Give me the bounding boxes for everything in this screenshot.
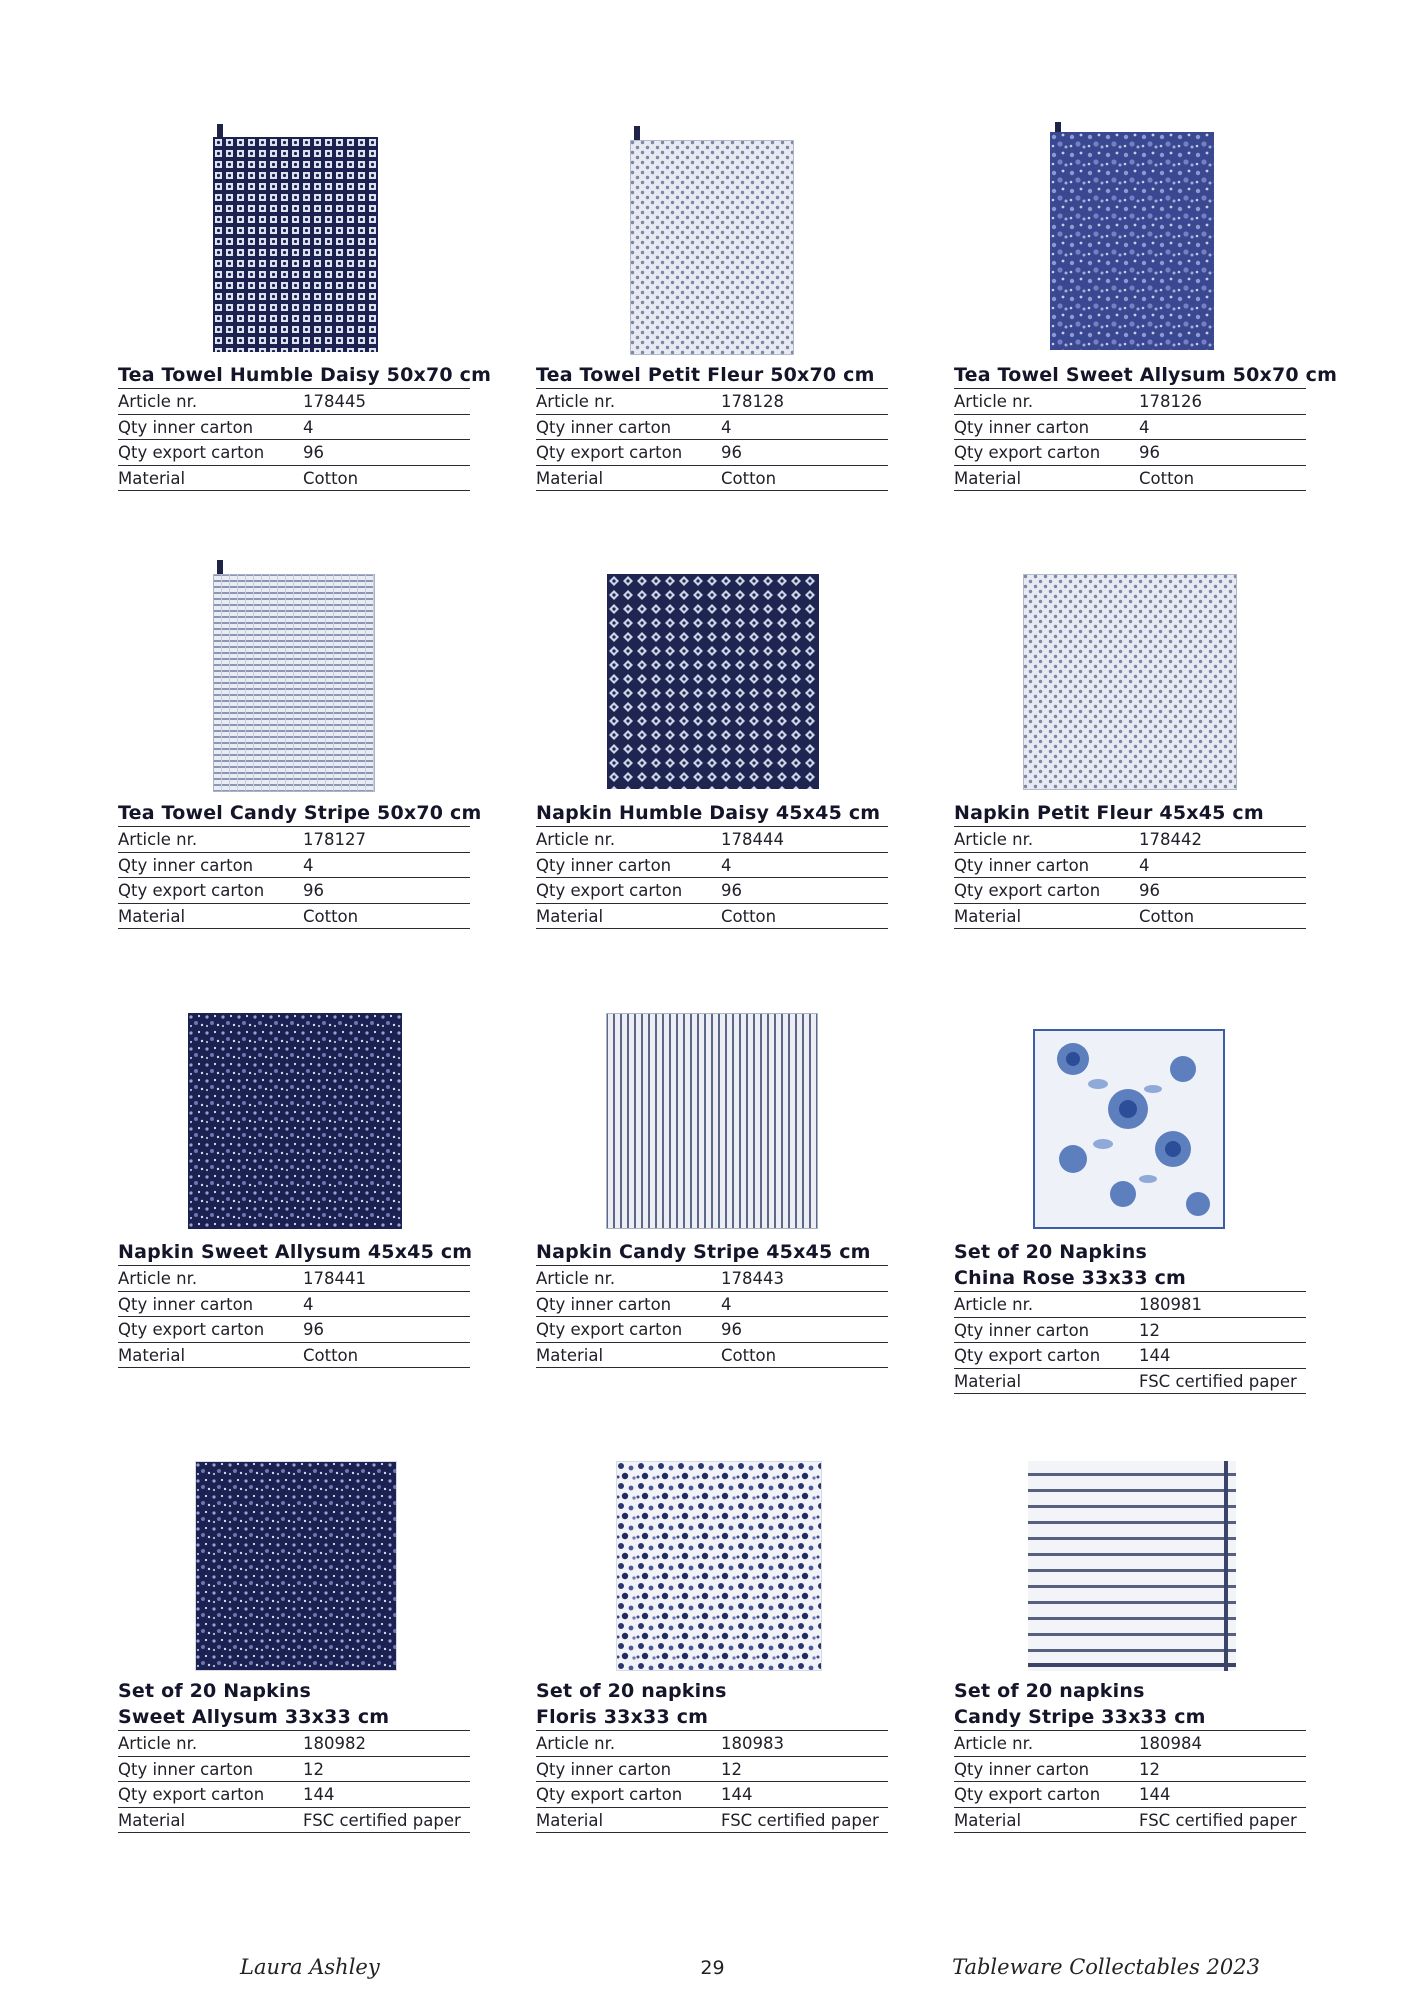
material-value: Cotton <box>1139 468 1195 488</box>
page-number: 29 <box>700 1957 725 1979</box>
article-number: 178127 <box>303 830 366 849</box>
spec-row-material: Material Cotton <box>536 904 888 930</box>
spec-row-export: Qty export carton 144 <box>954 1782 1306 1808</box>
qty-inner-value: 4 <box>1139 855 1150 875</box>
product-image <box>954 999 1306 1244</box>
material-value: Cotton <box>303 906 359 926</box>
china-rose-napkins-swatch <box>1033 1029 1225 1229</box>
sweet-allysum-paper-napkins-swatch <box>195 1461 397 1671</box>
product-image <box>118 999 470 1244</box>
qty-inner-value: 4 <box>721 1294 732 1314</box>
qty-inner-value: 12 <box>1139 1759 1160 1779</box>
spec-row-article: Article nr. 178444 <box>536 827 888 853</box>
qty-inner-value: 4 <box>721 417 732 437</box>
spec-row-material: Material FSC certified paper <box>954 1808 1306 1834</box>
spec-row-inner: Qty inner carton 4 <box>118 853 470 879</box>
spec-row-article: Article nr. 178126 <box>954 389 1306 415</box>
material-value: Cotton <box>303 1345 359 1365</box>
spec-row-inner: Qty inner carton 12 <box>536 1757 888 1783</box>
spec-table <box>954 826 1306 929</box>
product-title: Set of 20 napkins Floris 33x33 cm <box>536 1680 727 1728</box>
spec-table <box>536 826 888 929</box>
candy-stripe-paper-napkins-swatch <box>1028 1461 1236 1671</box>
spec-row-material: Material FSC certified paper <box>536 1808 888 1834</box>
qty-export-value: 96 <box>721 881 742 900</box>
article-number: 180982 <box>303 1734 366 1753</box>
product-title: Napkin Candy Stripe 45x45 cm <box>536 1241 871 1263</box>
spec-row-article: Article nr. 178442 <box>954 827 1306 853</box>
tea-towel-candy-stripe-swatch <box>213 574 375 792</box>
spec-row-inner: Qty inner carton 4 <box>536 415 888 441</box>
qty-inner-value: 12 <box>303 1759 324 1779</box>
spec-row-export: Qty export carton 96 <box>536 1317 888 1343</box>
napkin-candy-stripe-swatch <box>606 1013 818 1229</box>
product-image <box>536 999 888 1244</box>
floris-paper-napkins-swatch <box>616 1461 822 1671</box>
spec-row-article: Article nr. 180984 <box>954 1731 1306 1757</box>
qty-inner-value: 4 <box>721 855 732 875</box>
qty-inner-value: 12 <box>1139 1320 1160 1340</box>
napkin-petit-fleur-swatch <box>1023 574 1237 790</box>
material-value: FSC certified paper <box>1139 1371 1297 1391</box>
qty-export-value: 96 <box>303 443 324 462</box>
spec-row-material: Material Cotton <box>118 904 470 930</box>
material-value: Cotton <box>721 1345 777 1365</box>
product-image <box>536 122 888 367</box>
qty-inner-value: 4 <box>303 855 314 875</box>
spec-row-article: Article nr. 180982 <box>118 1731 470 1757</box>
product-image <box>536 560 888 805</box>
product-title: Napkin Petit Fleur 45x45 cm <box>954 802 1264 824</box>
spec-row-inner: Qty inner carton 12 <box>954 1757 1306 1783</box>
spec-row-article: Article nr. 180983 <box>536 1731 888 1757</box>
napkin-sweet-allysum-swatch <box>188 1013 402 1229</box>
spec-row-material: Material Cotton <box>118 466 470 492</box>
qty-inner-value: 4 <box>303 1294 314 1314</box>
qty-export-value: 96 <box>303 881 324 900</box>
spec-row-inner: Qty inner carton 4 <box>118 415 470 441</box>
qty-export-value: 96 <box>303 1320 324 1339</box>
product-title: Set of 20 napkins Candy Stripe 33x33 cm <box>954 1680 1206 1728</box>
product-title: Tea Towel Candy Stripe 50x70 cm <box>118 802 482 824</box>
spec-row-article: Article nr. 178127 <box>118 827 470 853</box>
spec-row-article: Article nr. 178445 <box>118 389 470 415</box>
footer-collection: Tableware Collectables 2023 <box>952 1955 1260 1979</box>
article-number: 180981 <box>1139 1295 1202 1314</box>
material-value: Cotton <box>721 906 777 926</box>
spec-row-inner: Qty inner carton 12 <box>118 1757 470 1783</box>
spec-row-material: Material FSC certified paper <box>954 1369 1306 1395</box>
spec-row-material: Material Cotton <box>954 904 1306 930</box>
spec-row-export: Qty export carton 96 <box>536 440 888 466</box>
qty-export-value: 144 <box>303 1785 335 1804</box>
qty-export-value: 144 <box>1139 1346 1171 1365</box>
article-number: 178444 <box>721 830 784 849</box>
qty-inner-value: 4 <box>303 417 314 437</box>
spec-row-export: Qty export carton 96 <box>954 878 1306 904</box>
spec-row-export: Qty export carton 144 <box>118 1782 470 1808</box>
article-number: 178128 <box>721 392 784 411</box>
spec-table <box>118 826 470 929</box>
article-number: 178126 <box>1139 392 1202 411</box>
product-image <box>954 560 1306 805</box>
material-value: FSC certified paper <box>303 1810 461 1830</box>
spec-row-inner: Qty inner carton 4 <box>536 1292 888 1318</box>
spec-row-inner: Qty inner carton 4 <box>118 1292 470 1318</box>
product-title: Set of 20 Napkins Sweet Allysum 33x33 cm <box>118 1680 390 1728</box>
qty-export-value: 144 <box>1139 1785 1171 1804</box>
material-value: Cotton <box>721 468 777 488</box>
article-number: 178445 <box>303 392 366 411</box>
product-title: Napkin Humble Daisy 45x45 cm <box>536 802 881 824</box>
article-number: 178443 <box>721 1269 784 1288</box>
product-image <box>954 1438 1306 1683</box>
spec-row-inner: Qty inner carton 12 <box>954 1318 1306 1344</box>
product-title: Set of 20 Napkins China Rose 33x33 cm <box>954 1241 1187 1289</box>
spec-row-export: Qty export carton 96 <box>118 878 470 904</box>
qty-export-value: 96 <box>721 1320 742 1339</box>
spec-row-material: Material Cotton <box>118 1343 470 1369</box>
material-value: Cotton <box>1139 906 1195 926</box>
product-title: Tea Towel Sweet Allysum 50x70 cm <box>954 364 1338 386</box>
qty-export-value: 144 <box>721 1785 753 1804</box>
spec-table <box>954 388 1306 491</box>
product-image <box>118 560 470 805</box>
spec-table <box>536 1265 888 1368</box>
qty-export-value: 96 <box>1139 443 1160 462</box>
qty-export-value: 96 <box>721 443 742 462</box>
product-title: Tea Towel Petit Fleur 50x70 cm <box>536 364 875 386</box>
spec-row-article: Article nr. 178441 <box>118 1266 470 1292</box>
spec-row-export: Qty export carton 96 <box>954 440 1306 466</box>
spec-table <box>118 1730 470 1833</box>
product-title: Tea Towel Humble Daisy 50x70 cm <box>118 364 492 386</box>
spec-row-material: Material Cotton <box>954 466 1306 492</box>
spec-row-inner: Qty inner carton 4 <box>954 853 1306 879</box>
article-number: 178442 <box>1139 830 1202 849</box>
spec-table <box>954 1291 1306 1394</box>
article-number: 180983 <box>721 1734 784 1753</box>
spec-table <box>118 388 470 491</box>
material-value: Cotton <box>303 468 359 488</box>
spec-row-export: Qty export carton 96 <box>536 878 888 904</box>
product-image <box>954 122 1306 367</box>
spec-row-export: Qty export carton 96 <box>118 440 470 466</box>
spec-row-article: Article nr. 178128 <box>536 389 888 415</box>
tea-towel-humble-daisy-swatch <box>213 137 378 352</box>
tea-towel-sweet-allysum-swatch <box>1050 132 1214 350</box>
spec-row-export: Qty export carton 96 <box>118 1317 470 1343</box>
qty-inner-value: 4 <box>1139 417 1150 437</box>
spec-row-article: Article nr. 180981 <box>954 1292 1306 1318</box>
spec-row-material: Material FSC certified paper <box>118 1808 470 1834</box>
product-title: Napkin Sweet Allysum 45x45 cm <box>118 1241 473 1263</box>
footer-brand: Laura Ashley <box>240 1955 380 1979</box>
qty-export-value: 96 <box>1139 881 1160 900</box>
spec-row-export: Qty export carton 144 <box>536 1782 888 1808</box>
spec-row-export: Qty export carton 144 <box>954 1343 1306 1369</box>
spec-table <box>536 1730 888 1833</box>
spec-table <box>954 1730 1306 1833</box>
product-image <box>118 122 470 367</box>
spec-table <box>536 388 888 491</box>
qty-inner-value: 12 <box>721 1759 742 1779</box>
spec-row-article: Article nr. 178443 <box>536 1266 888 1292</box>
article-number: 178441 <box>303 1269 366 1288</box>
product-image <box>118 1438 470 1683</box>
spec-row-material: Material Cotton <box>536 466 888 492</box>
material-value: FSC certified paper <box>721 1810 879 1830</box>
spec-row-inner: Qty inner carton 4 <box>954 415 1306 441</box>
spec-row-inner: Qty inner carton 4 <box>536 853 888 879</box>
napkin-humble-daisy-swatch <box>607 574 819 789</box>
product-image <box>536 1438 888 1683</box>
material-value: FSC certified paper <box>1139 1810 1297 1830</box>
spec-row-material: Material Cotton <box>536 1343 888 1369</box>
tea-towel-petit-fleur-swatch <box>630 140 794 355</box>
spec-table <box>118 1265 470 1368</box>
article-number: 180984 <box>1139 1734 1202 1753</box>
